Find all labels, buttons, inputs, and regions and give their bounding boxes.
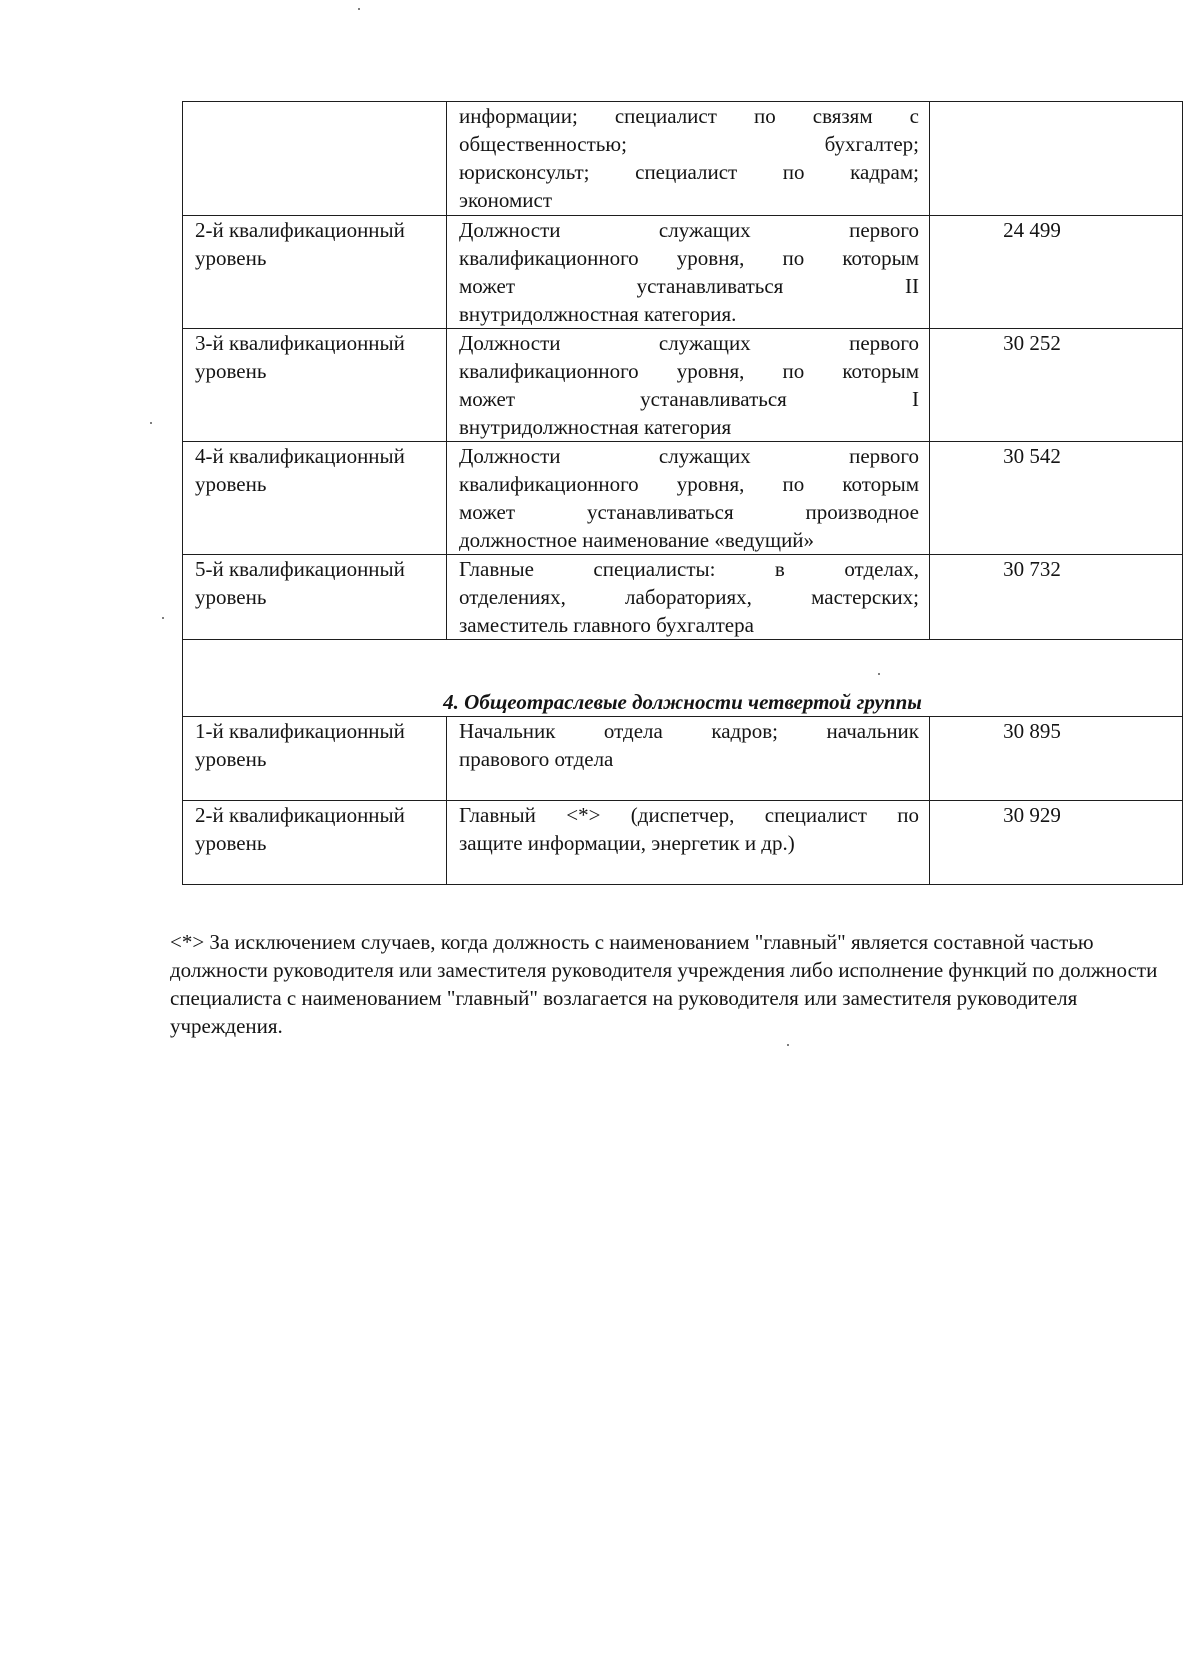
amount-cell: 30 895 xyxy=(930,717,1183,801)
description-line: защите информации, энергетик и др.) xyxy=(459,831,795,855)
scan-speck xyxy=(150,422,152,424)
scan-speck xyxy=(162,617,164,619)
description-line: информации; специалист по связям с xyxy=(459,104,919,128)
table-row xyxy=(183,442,1183,555)
amount-cell: 30 252 xyxy=(930,329,1183,442)
description-cell xyxy=(447,216,930,329)
description-line: внутридолжностная категория. xyxy=(459,302,737,326)
description-line: экономист xyxy=(459,188,553,212)
salary-table xyxy=(182,101,1183,885)
description-line: отделениях, лабораториях, мастерских; xyxy=(459,585,919,609)
level-cell: 5-й квалификационный уровень xyxy=(183,555,447,640)
description-line: заместитель главного бухгалтера xyxy=(459,613,754,637)
scan-speck xyxy=(358,8,360,10)
description-line: Должности служащих первого xyxy=(459,218,919,242)
description-line: Главные специалисты: в отделах, xyxy=(459,557,919,581)
footnote: <*> За исключением случаев, когда должность с наименованием "главный" является составной частью должности руководителя или заместителя руководителя учреждения либо исполнение функций по должности специалиста с наименованием "главный" возлагается на руководителя или заместителя руководителя учреждения. xyxy=(170,930,1158,1038)
level-cell: 4-й квалификационный уровень xyxy=(183,442,447,555)
description-line: может устанавливаться производное xyxy=(459,500,919,524)
scan-speck xyxy=(878,673,880,675)
description-line: может устанавливаться II xyxy=(459,274,919,298)
description-line: Должности служащих первого xyxy=(459,444,919,468)
description-line: правового отдела xyxy=(459,747,614,771)
level-cell xyxy=(183,102,447,216)
table-row xyxy=(183,555,1183,640)
description-cell xyxy=(447,329,930,442)
description-line: квалификационного уровня, по которым xyxy=(459,246,919,270)
level-cell: 1-й квалификационный уровень xyxy=(183,717,447,801)
description-cell xyxy=(447,442,930,555)
level-cell: 2-й квалификационный уровень xyxy=(183,801,447,885)
description-line: квалификационного уровня, по которым xyxy=(459,359,919,383)
description-cell xyxy=(447,555,930,640)
table-row xyxy=(183,216,1183,329)
table-row xyxy=(183,717,1183,801)
description-line: Должности служащих первого xyxy=(459,331,919,355)
description-cell xyxy=(447,717,930,801)
table-row xyxy=(183,329,1183,442)
description-line: Начальник отдела кадров; начальник xyxy=(459,719,919,743)
description-cell xyxy=(447,102,930,216)
table-row xyxy=(183,102,1183,216)
amount-cell: 24 499 xyxy=(930,216,1183,329)
description-line: квалификационного уровня, по которым xyxy=(459,472,919,496)
description-line: юрисконсульт; специалист по кадрам; xyxy=(459,160,919,184)
description-line: может устанавливаться I xyxy=(459,387,919,411)
amount-cell: 30 542 xyxy=(930,442,1183,555)
amount-cell xyxy=(930,102,1183,216)
amount-cell: 30 732 xyxy=(930,555,1183,640)
group-heading-row xyxy=(183,640,1183,717)
group-heading: 4. Общеотраслевые должности четвертой группы xyxy=(183,640,1183,717)
table-row xyxy=(183,801,1183,885)
description-line: общественностью; бухгалтер; xyxy=(459,132,919,156)
level-cell: 3-й квалификационный уровень xyxy=(183,329,447,442)
description-cell xyxy=(447,801,930,885)
description-line: должностное наименование «ведущий» xyxy=(459,528,815,552)
amount-cell: 30 929 xyxy=(930,801,1183,885)
scan-speck xyxy=(787,1044,789,1046)
level-cell: 2-й квалификационный уровень xyxy=(183,216,447,329)
description-line: внутридолжностная категория xyxy=(459,415,732,439)
description-line: Главный <*> (диспетчер, специалист по xyxy=(459,803,919,827)
